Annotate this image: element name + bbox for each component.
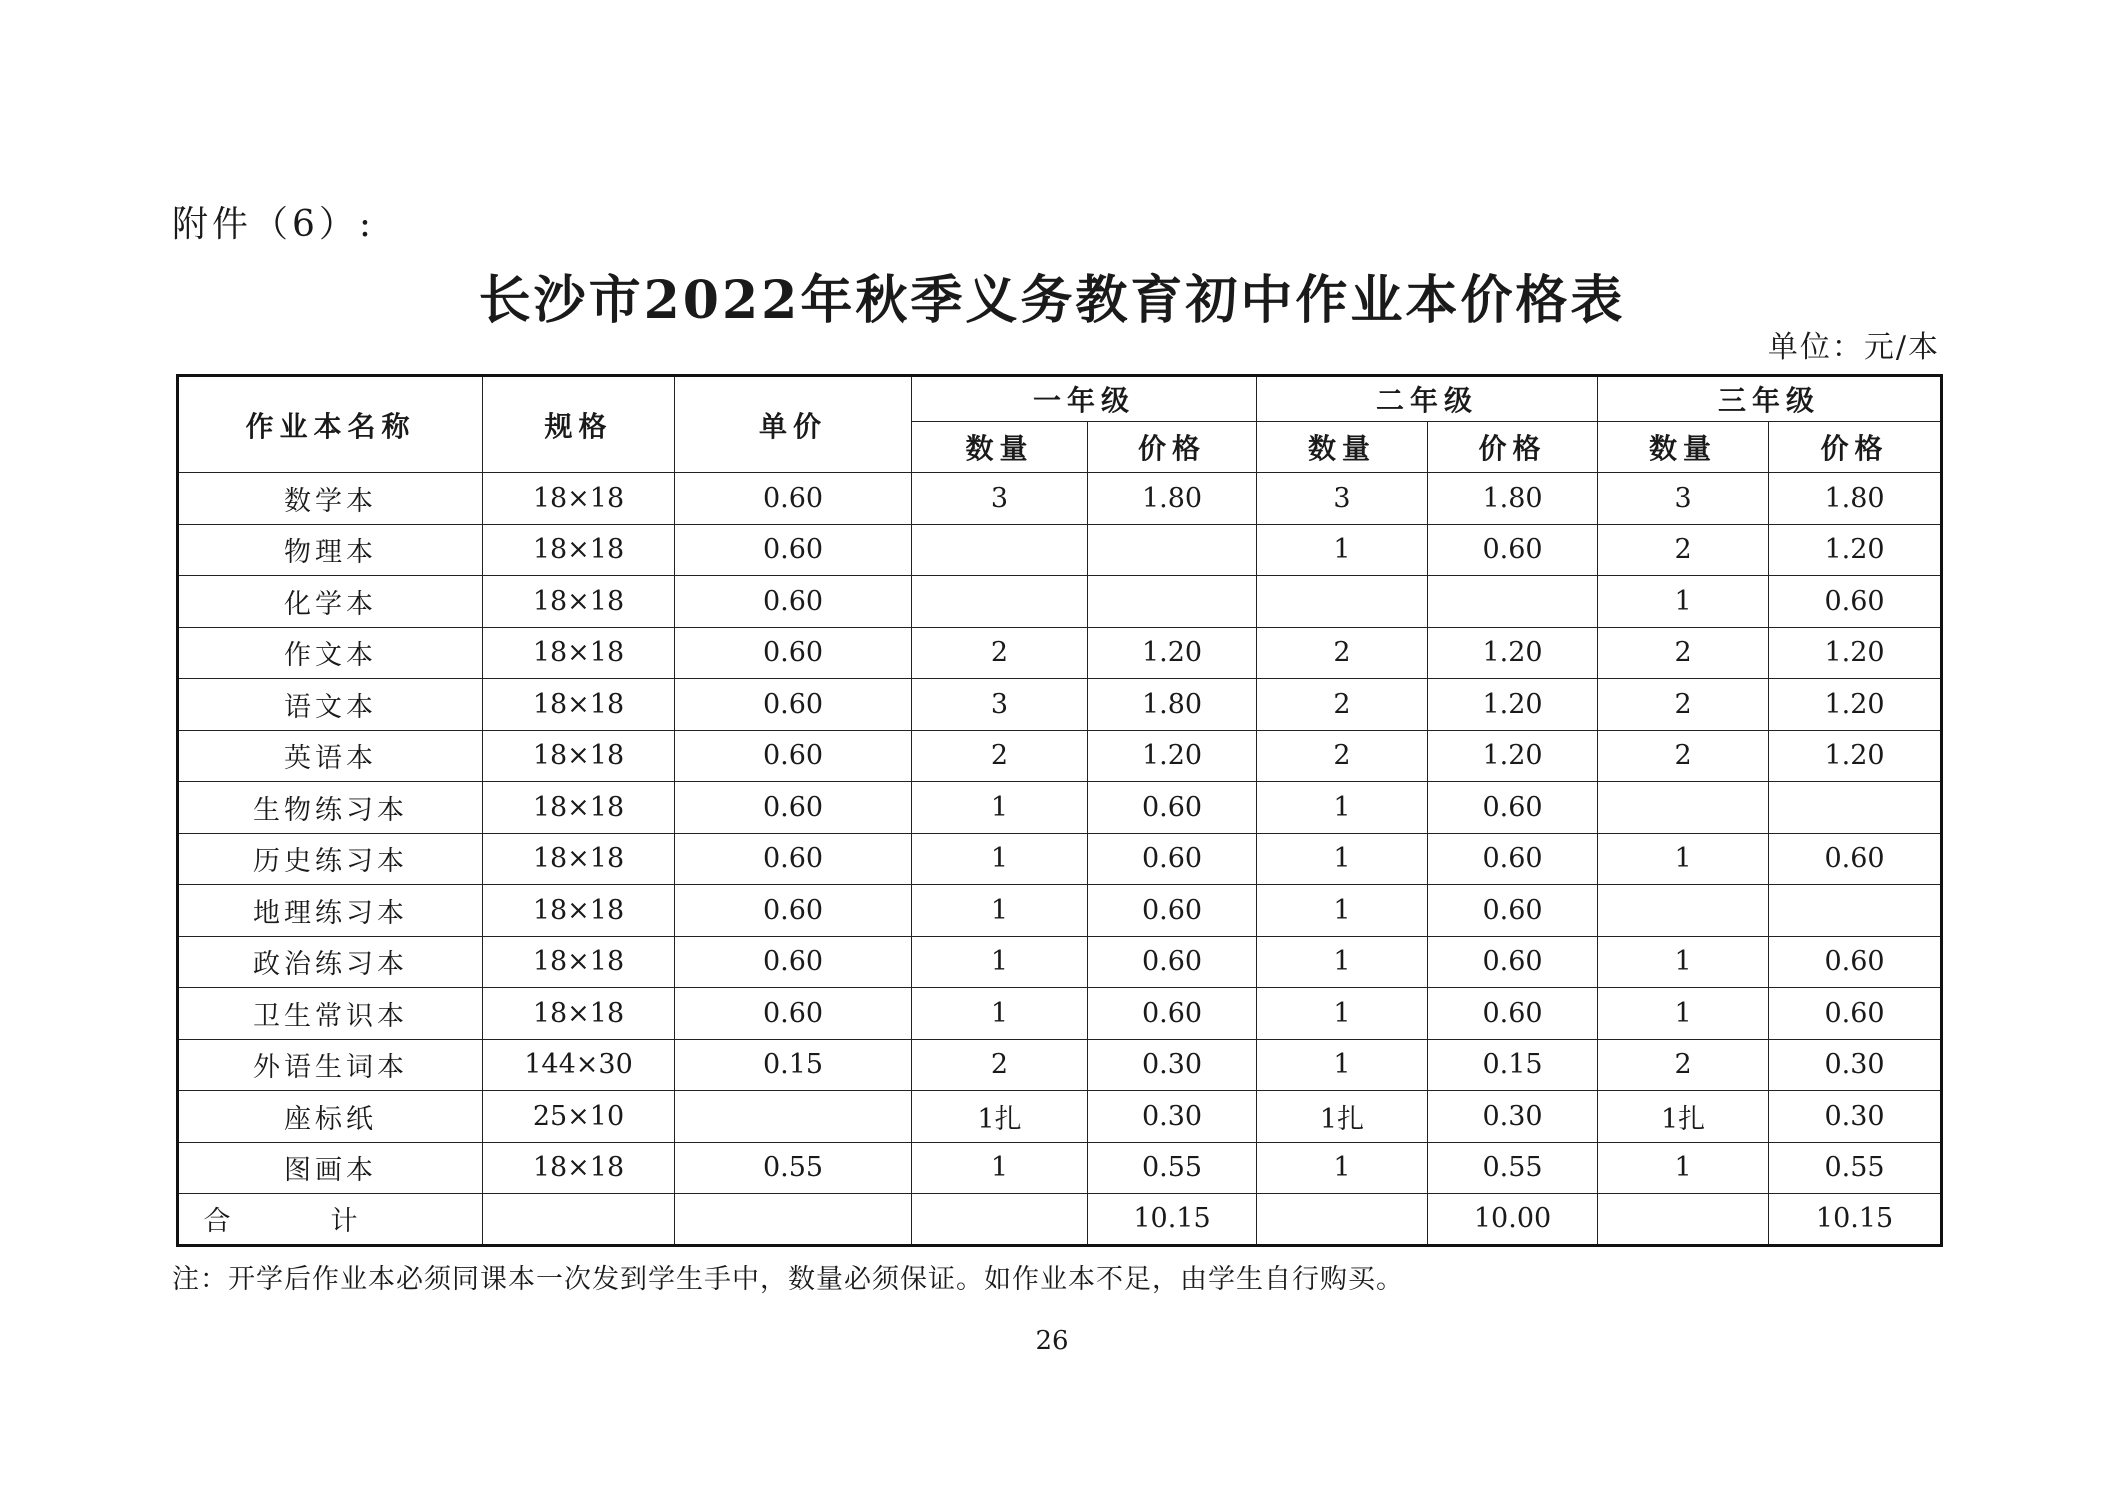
attachment-label: 附件（6）:: [172, 204, 376, 245]
cell-name: 外语生词本: [178, 1039, 483, 1091]
cell-g3-qty: 2: [1598, 679, 1769, 731]
cell-g1-qty: 1: [912, 833, 1088, 885]
total-g1-qty: [912, 1194, 1088, 1246]
cell-spec: 18×18: [483, 730, 675, 782]
cell-g1-price: [1088, 524, 1257, 576]
total-unit-price: [675, 1194, 912, 1246]
cell-unit-price: 0.60: [675, 679, 912, 731]
cell-g1-price: 0.60: [1088, 782, 1257, 834]
cell-g1-qty: [912, 524, 1088, 576]
table-row: [178, 473, 1942, 525]
header-grade3: 三年级: [1598, 376, 1942, 422]
cell-g1-qty: [912, 576, 1088, 628]
table-row: [178, 1142, 1942, 1194]
table-row: [178, 1091, 1942, 1143]
cell-g3-price: 1.20: [1769, 730, 1942, 782]
cell-name: 英语本: [178, 730, 483, 782]
cell-g1-price: 0.30: [1088, 1091, 1257, 1143]
cell-spec: 144×30: [483, 1039, 675, 1091]
total-spec: [483, 1194, 675, 1246]
cell-g2-price: 0.60: [1428, 782, 1598, 834]
cell-g3-price: 0.30: [1769, 1039, 1942, 1091]
cell-g1-qty: 1: [912, 1142, 1088, 1194]
table-row: [178, 627, 1942, 679]
header-g3-price: 价格: [1769, 422, 1942, 473]
cell-name: 物理本: [178, 524, 483, 576]
cell-g2-price: 0.30: [1428, 1091, 1598, 1143]
cell-name: 历史练习本: [178, 833, 483, 885]
cell-g3-qty: 3: [1598, 473, 1769, 525]
table-row: [178, 730, 1942, 782]
cell-g2-price: [1428, 576, 1598, 628]
cell-g2-qty: 1: [1257, 885, 1428, 937]
cell-spec: 18×18: [483, 679, 675, 731]
cell-name: 卫生常识本: [178, 988, 483, 1040]
cell-g3-price: 1.80: [1769, 473, 1942, 525]
total-g2-price: 10.00: [1428, 1194, 1598, 1246]
cell-g3-qty: 2: [1598, 627, 1769, 679]
table-row: [178, 576, 1942, 628]
cell-g3-qty: [1598, 885, 1769, 937]
cell-g2-price: 1.20: [1428, 730, 1598, 782]
total-label: 合计: [178, 1194, 483, 1246]
header-unit-price: 单价: [675, 376, 912, 473]
total-g2-qty: [1257, 1194, 1428, 1246]
cell-g1-qty: 2: [912, 730, 1088, 782]
header-g2-price: 价格: [1428, 422, 1598, 473]
cell-g3-price: 1.20: [1769, 627, 1942, 679]
header-g1-qty: 数量: [912, 422, 1088, 473]
cell-g1-price: 1.20: [1088, 627, 1257, 679]
cell-g2-qty: 3: [1257, 473, 1428, 525]
table-row: [178, 1039, 1942, 1091]
cell-spec: 25×10: [483, 1091, 675, 1143]
cell-unit-price: 0.60: [675, 833, 912, 885]
cell-name: 化学本: [178, 576, 483, 628]
cell-name: 政治练习本: [178, 936, 483, 988]
cell-spec: 18×18: [483, 1142, 675, 1194]
cell-g2-price: 0.60: [1428, 988, 1598, 1040]
cell-g3-price: [1769, 885, 1942, 937]
cell-unit-price: 0.60: [675, 936, 912, 988]
cell-g3-qty: 1: [1598, 988, 1769, 1040]
cell-spec: 18×18: [483, 782, 675, 834]
table-row: [178, 833, 1942, 885]
cell-g1-qty: 2: [912, 1039, 1088, 1091]
cell-g2-price: 0.60: [1428, 885, 1598, 937]
cell-spec: 18×18: [483, 936, 675, 988]
cell-g2-qty: 1: [1257, 1039, 1428, 1091]
unit-label: 单位：元/本: [1767, 330, 1940, 365]
header-name: 作业本名称: [178, 376, 483, 473]
total-row: [178, 1194, 1942, 1246]
cell-spec: 18×18: [483, 524, 675, 576]
table-row: [178, 679, 1942, 731]
cell-g3-price: 1.20: [1769, 524, 1942, 576]
cell-spec: 18×18: [483, 576, 675, 628]
cell-unit-price: 0.60: [675, 473, 912, 525]
cell-g3-qty: 2: [1598, 524, 1769, 576]
cell-unit-price: 0.60: [675, 885, 912, 937]
page-title: 长沙市2022年秋季义务教育初中作业本价格表: [478, 270, 1626, 331]
cell-g2-qty: 1: [1257, 782, 1428, 834]
cell-spec: 18×18: [483, 885, 675, 937]
cell-g3-price: 0.60: [1769, 833, 1942, 885]
cell-g2-qty: 2: [1257, 679, 1428, 731]
cell-name: 地理练习本: [178, 885, 483, 937]
cell-g2-price: 0.60: [1428, 524, 1598, 576]
cell-g3-qty: [1598, 782, 1769, 834]
price-table: [176, 374, 1943, 1247]
cell-g2-qty: 1: [1257, 1142, 1428, 1194]
cell-g3-qty: 1: [1598, 576, 1769, 628]
cell-g1-qty: 2: [912, 627, 1088, 679]
header-grade1: 一年级: [912, 376, 1257, 422]
cell-g3-qty: 1: [1598, 936, 1769, 988]
cell-g2-qty: 1: [1257, 833, 1428, 885]
cell-g1-qty: 1: [912, 936, 1088, 988]
cell-g3-price: [1769, 782, 1942, 834]
cell-g1-price: 1.20: [1088, 730, 1257, 782]
total-g3-price: 10.15: [1769, 1194, 1942, 1246]
cell-g1-qty: 1: [912, 988, 1088, 1040]
header-grade2: 二年级: [1257, 376, 1598, 422]
cell-g2-qty: 1: [1257, 988, 1428, 1040]
cell-g3-price: 0.30: [1769, 1091, 1942, 1143]
cell-name: 座标纸: [178, 1091, 483, 1143]
cell-g3-qty: 2: [1598, 730, 1769, 782]
cell-unit-price: 0.60: [675, 627, 912, 679]
header-g1-price: 价格: [1088, 422, 1257, 473]
cell-g3-price: 0.60: [1769, 576, 1942, 628]
cell-g3-price: 0.55: [1769, 1142, 1942, 1194]
cell-g3-qty: 1: [1598, 833, 1769, 885]
cell-g1-qty: 3: [912, 679, 1088, 731]
table-row: [178, 885, 1942, 937]
cell-g1-price: [1088, 576, 1257, 628]
cell-g2-qty: 1扎: [1257, 1091, 1428, 1143]
cell-g1-price: 0.60: [1088, 885, 1257, 937]
header-g2-qty: 数量: [1257, 422, 1428, 473]
cell-g2-price: 0.55: [1428, 1142, 1598, 1194]
cell-g2-qty: 1: [1257, 524, 1428, 576]
cell-g3-price: 1.20: [1769, 679, 1942, 731]
table-row: [178, 782, 1942, 834]
cell-g3-price: 0.60: [1769, 936, 1942, 988]
cell-g1-qty: 1: [912, 885, 1088, 937]
footnote: 注：开学后作业本必须同课本一次发到学生手中，数量必须保证。如作业本不足，由学生自行购买。: [172, 1264, 1404, 1295]
cell-g1-price: 0.55: [1088, 1142, 1257, 1194]
cell-g1-price: 0.60: [1088, 988, 1257, 1040]
cell-spec: 18×18: [483, 988, 675, 1040]
cell-g2-qty: [1257, 576, 1428, 628]
cell-g2-price: 0.60: [1428, 833, 1598, 885]
cell-name: 数学本: [178, 473, 483, 525]
cell-unit-price: 0.55: [675, 1142, 912, 1194]
cell-spec: 18×18: [483, 833, 675, 885]
cell-name: 图画本: [178, 1142, 483, 1194]
cell-g1-price: 1.80: [1088, 679, 1257, 731]
cell-g2-price: 0.15: [1428, 1039, 1598, 1091]
table-row: [178, 936, 1942, 988]
cell-g1-qty: 3: [912, 473, 1088, 525]
cell-unit-price: 0.60: [675, 524, 912, 576]
table-row: [178, 524, 1942, 576]
total-g1-price: 10.15: [1088, 1194, 1257, 1246]
cell-g1-price: 0.60: [1088, 833, 1257, 885]
cell-g3-qty: 1: [1598, 1142, 1769, 1194]
table-body: [178, 473, 1942, 1194]
table-row: [178, 988, 1942, 1040]
cell-unit-price: 0.60: [675, 730, 912, 782]
header-g3-qty: 数量: [1598, 422, 1769, 473]
cell-spec: 18×18: [483, 473, 675, 525]
cell-name: 语文本: [178, 679, 483, 731]
cell-g1-price: 1.80: [1088, 473, 1257, 525]
cell-unit-price: 0.60: [675, 576, 912, 628]
cell-name: 作文本: [178, 627, 483, 679]
cell-g1-price: 0.30: [1088, 1039, 1257, 1091]
cell-unit-price: 0.15: [675, 1039, 912, 1091]
cell-g2-price: 1.20: [1428, 679, 1598, 731]
cell-g3-qty: 2: [1598, 1039, 1769, 1091]
cell-g1-qty: 1: [912, 782, 1088, 834]
cell-g2-price: 1.80: [1428, 473, 1598, 525]
cell-unit-price: 0.60: [675, 988, 912, 1040]
cell-g1-qty: 1扎: [912, 1091, 1088, 1143]
cell-spec: 18×18: [483, 627, 675, 679]
header-spec: 规格: [483, 376, 675, 473]
cell-g1-price: 0.60: [1088, 936, 1257, 988]
cell-g2-price: 0.60: [1428, 936, 1598, 988]
cell-g2-price: 1.20: [1428, 627, 1598, 679]
cell-unit-price: 0.60: [675, 782, 912, 834]
cell-name: 生物练习本: [178, 782, 483, 834]
cell-g2-qty: 1: [1257, 936, 1428, 988]
total-g3-qty: [1598, 1194, 1769, 1246]
cell-g2-qty: 2: [1257, 730, 1428, 782]
cell-unit-price: [675, 1091, 912, 1143]
page-number: 26: [1035, 1326, 1069, 1356]
cell-g3-qty: 1扎: [1598, 1091, 1769, 1143]
cell-g2-qty: 2: [1257, 627, 1428, 679]
cell-g3-price: 0.60: [1769, 988, 1942, 1040]
